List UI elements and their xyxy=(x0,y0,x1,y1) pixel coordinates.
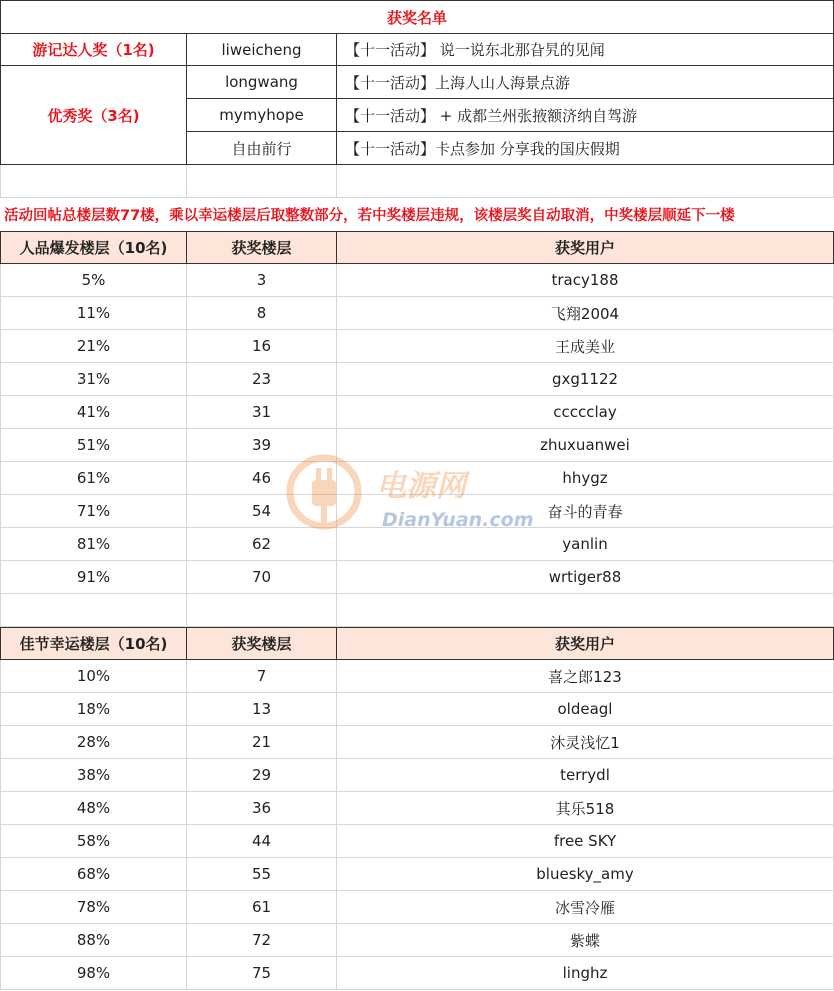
table-row xyxy=(0,396,834,429)
lucky-percent: 81% xyxy=(0,528,187,561)
winning-floor: 61 xyxy=(187,891,337,924)
watermark-brand-cn: 电源网 xyxy=(376,469,466,504)
table-row xyxy=(0,660,834,693)
table-row xyxy=(0,330,834,363)
winning-user: free SKY xyxy=(337,825,834,858)
excellent-award-label: 优秀奖（3名) xyxy=(0,66,187,165)
award-user: longwang xyxy=(187,66,337,99)
winning-user: 王成美业 xyxy=(337,330,834,363)
table-row xyxy=(0,792,834,825)
column-header: 获奖楼层 xyxy=(187,232,337,264)
winning-floor: 8 xyxy=(187,297,337,330)
winning-floor: 46 xyxy=(187,462,337,495)
lucky-percent: 21% xyxy=(0,330,187,363)
table-row xyxy=(0,297,834,330)
table-row xyxy=(0,429,834,462)
winning-floor: 39 xyxy=(187,429,337,462)
column-header: 获奖楼层 xyxy=(187,628,337,660)
lucky-percent: 88% xyxy=(0,924,187,957)
column-header: 获奖用户 xyxy=(337,232,834,264)
column-header: 人品爆发楼层（10名) xyxy=(0,232,187,264)
rules-notice: 活动回帖总楼层数77楼，乘以幸运楼层后取整数部分，若中奖楼层违规，该楼层奖自动取消，中奖楼层顺延下一楼 xyxy=(4,208,735,224)
winning-floor: 16 xyxy=(187,330,337,363)
winning-floor: 21 xyxy=(187,726,337,759)
lucky-percent: 51% xyxy=(0,429,187,462)
table-row xyxy=(0,891,834,924)
winning-user: bluesky_amy xyxy=(337,858,834,891)
table-row xyxy=(0,363,834,396)
lucky-percent: 38% xyxy=(0,759,187,792)
lucky-percent: 5% xyxy=(0,264,187,297)
lucky-percent: 91% xyxy=(0,561,187,594)
winning-user: hhygz xyxy=(337,462,834,495)
winning-floor: 23 xyxy=(187,363,337,396)
winning-floor: 13 xyxy=(187,693,337,726)
lucky-percent: 28% xyxy=(0,726,187,759)
table-row xyxy=(0,693,834,726)
spacer-row xyxy=(0,165,834,198)
winning-floor: 44 xyxy=(187,825,337,858)
table-row xyxy=(0,726,834,759)
winning-user: 飞翔2004 xyxy=(337,297,834,330)
lucky-percent: 71% xyxy=(0,495,187,528)
table-row xyxy=(0,264,834,297)
winning-user: 冰雪冷雁 xyxy=(337,891,834,924)
award-topic: 【十一活动】 说一说东北那旮旯的见闻 xyxy=(337,34,834,66)
winning-floor: 75 xyxy=(187,957,337,990)
table-row xyxy=(0,495,834,528)
table-row xyxy=(0,528,834,561)
lucky-percent: 41% xyxy=(0,396,187,429)
lucky-percent: 58% xyxy=(0,825,187,858)
winning-user: tracy188 xyxy=(337,264,834,297)
spacer-row xyxy=(0,594,834,627)
lucky-percent: 98% xyxy=(0,957,187,990)
lucky-percent: 68% xyxy=(0,858,187,891)
winning-floor: 7 xyxy=(187,660,337,693)
winning-user: 沐灵浅忆1 xyxy=(337,726,834,759)
table-row xyxy=(0,924,834,957)
table2-header xyxy=(0,627,834,660)
winning-user: oldeagl xyxy=(337,693,834,726)
winning-user: yanlin xyxy=(337,528,834,561)
winning-floor: 55 xyxy=(187,858,337,891)
column-header: 获奖用户 xyxy=(337,628,834,660)
table-row xyxy=(0,561,834,594)
lucky-percent: 61% xyxy=(0,462,187,495)
winning-floor: 72 xyxy=(187,924,337,957)
winning-floor: 36 xyxy=(187,792,337,825)
sheet-title: 获奖名单 xyxy=(0,0,834,33)
award-topic: 【十一活动】卡点参加 分享我的国庆假期 xyxy=(337,132,834,165)
lucky-percent: 48% xyxy=(0,792,187,825)
table-row xyxy=(0,462,834,495)
watermark-brand-en: DianYuan.com xyxy=(382,509,534,531)
winning-user: linghz xyxy=(337,957,834,990)
column-header: 佳节幸运楼层（10名) xyxy=(0,628,187,660)
table-row xyxy=(0,858,834,891)
winning-floor: 31 xyxy=(187,396,337,429)
winning-floor: 29 xyxy=(187,759,337,792)
lucky-percent: 11% xyxy=(0,297,187,330)
award-topic: 【十一活动】 + 成都兰州张掖额济纳自驾游 xyxy=(337,99,834,132)
award-user: mymyhope xyxy=(187,99,337,132)
award-topic: 【十一活动】上海人山人海景点游 xyxy=(337,66,834,99)
lucky-percent: 31% xyxy=(0,363,187,396)
travel-award-label: 游记达人奖（1名) xyxy=(0,34,187,66)
table-row xyxy=(0,825,834,858)
lucky-percent: 78% xyxy=(0,891,187,924)
table-row xyxy=(0,957,834,990)
table-row xyxy=(0,759,834,792)
table1-header xyxy=(0,231,834,264)
winning-user: gxg1122 xyxy=(337,363,834,396)
winning-user: ccccclay xyxy=(337,396,834,429)
winning-floor: 3 xyxy=(187,264,337,297)
lucky-percent: 18% xyxy=(0,693,187,726)
winning-user: 其乐518 xyxy=(337,792,834,825)
winning-floor: 54 xyxy=(187,495,337,528)
winning-user: terrydl xyxy=(337,759,834,792)
award-user: liweicheng xyxy=(187,34,337,66)
winning-floor: 62 xyxy=(187,528,337,561)
lucky-percent: 10% xyxy=(0,660,187,693)
winning-floor: 70 xyxy=(187,561,337,594)
winning-user: 紫蝶 xyxy=(337,924,834,957)
winning-user: 喜之郎123 xyxy=(337,660,834,693)
winning-user: wrtiger88 xyxy=(337,561,834,594)
winning-user: zhuxuanwei xyxy=(337,429,834,462)
winning-user: 奋斗的青春 xyxy=(337,495,834,528)
award-user: 自由前行 xyxy=(187,132,337,165)
travel-award-row xyxy=(0,33,834,66)
